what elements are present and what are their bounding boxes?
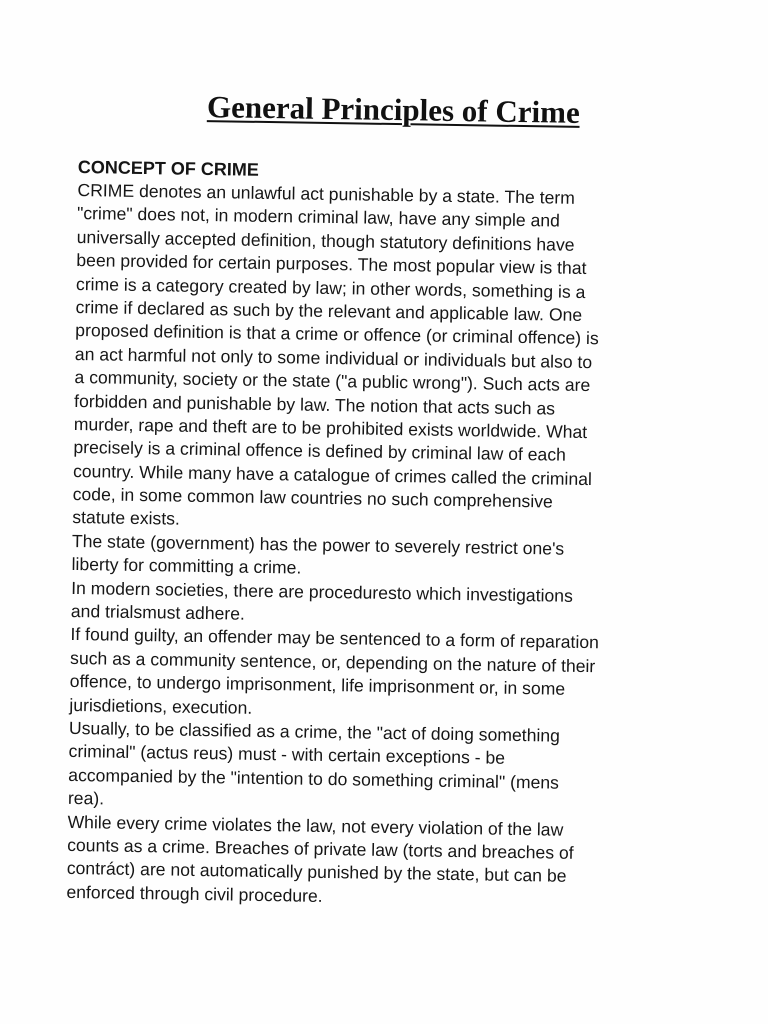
text-line: crime if declared as such by the relevant and applicable law. One <box>75 296 583 325</box>
text-line: rea). <box>67 788 105 809</box>
text-line: statute exists. <box>72 507 181 530</box>
text-line: accompanied by the "intention to do something criminal" (mens <box>68 764 560 793</box>
text-line: and trialsmust adhere. <box>70 600 246 624</box>
text-line: crime is a category created by law; in other words, something is a <box>75 273 586 302</box>
text-line: liberty for committing a crime. <box>71 554 302 578</box>
text-line: country. While many have a catalogue of crimes called the criminal <box>72 460 593 489</box>
text-line: enforced through civil procedure. <box>66 881 323 906</box>
text-line: murder, rape and theft are to be prohibited exists worldwide. What <box>73 413 588 442</box>
text-line: precisely is a criminal offence is defined by criminal law of each <box>73 437 567 465</box>
text-line: such as a community sentence, or, depending on the nature of their <box>69 647 596 676</box>
text-line: counts as a crime. Breaches of private law (torts and breaches of <box>67 834 574 863</box>
text-line: been provided for certain purposes. The most popular view is that <box>76 250 587 279</box>
section-heading: CONCEPT OF CRIME <box>77 156 259 180</box>
text-line: "crime" does not, in modern criminal law, have any simple and <box>76 203 561 231</box>
paragraph-lines <box>66 179 717 914</box>
page-title: General Principles of Crime <box>206 89 580 130</box>
text-line: offence, to undergo imprisonment, life imprisonment or, in some <box>69 671 566 699</box>
text-line: If found guilty, an offender may be sentenced to a form of reparation <box>70 624 600 653</box>
text-line: jurisdietions, execution. <box>69 694 253 718</box>
text-line: CRIME denotes an unlawful act punishable by a state. The term <box>77 179 576 208</box>
text-line: contráct) are not automatically punished by the state, but can be <box>66 858 567 887</box>
text-line: a community, society or the state ("a public wrong"). Such acts are <box>74 367 591 396</box>
text-line: proposed definition is that a crime or offence (or criminal offence) is <box>75 320 599 349</box>
text-line: code, in some common law countries no such comprehensive <box>72 484 553 512</box>
title-container <box>0 89 768 130</box>
text-line: criminal" (actus reus) must - with certain exceptions - be <box>68 741 506 769</box>
text-line: While every crime violates the law, not every violation of the law <box>67 811 564 840</box>
text-line: forbidden and punishable by law. The notion that acts such as <box>74 390 556 419</box>
text-line: In modern societies, there are proceduresto which investigations <box>71 577 574 606</box>
body-text <box>66 156 718 914</box>
text-line: universally accepted definition, though statutory definitions have <box>76 226 575 255</box>
text-line: The state (government) has the power to severely restrict one's <box>71 530 565 559</box>
text-line: Usually, to be classified as a crime, the "act of doing something <box>68 717 561 746</box>
text-line: an act harmful not only to some individual or individuals but also to <box>74 343 593 372</box>
